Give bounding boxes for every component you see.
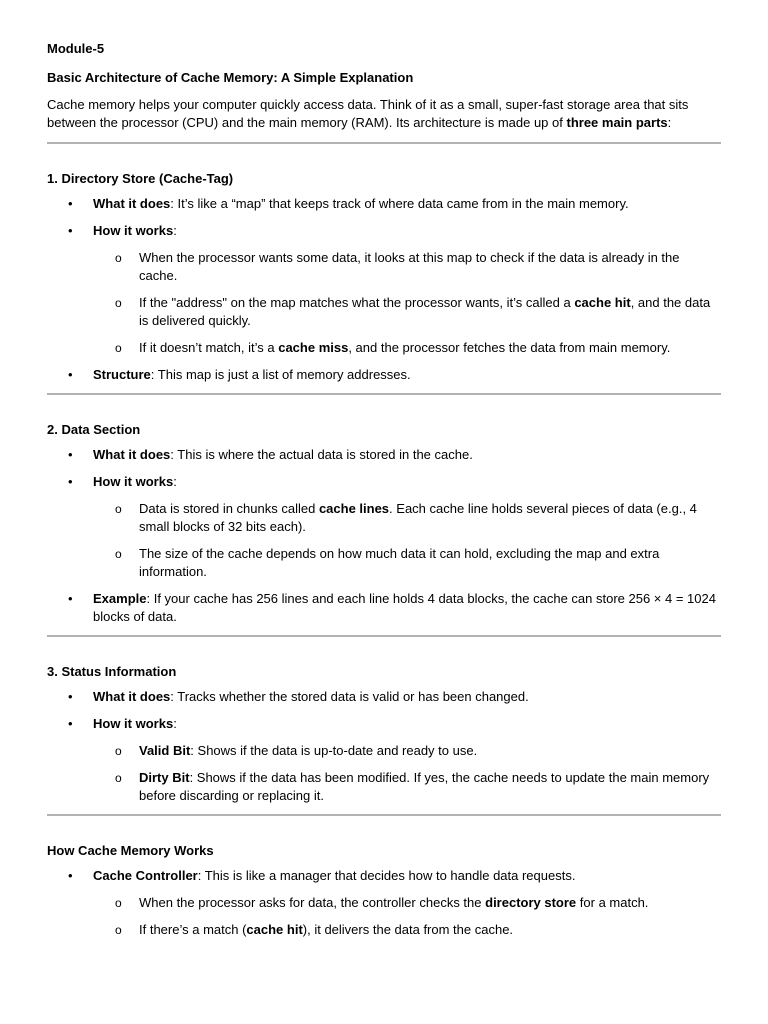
item-text: : [173, 474, 177, 489]
item-label: Cache Controller [93, 868, 198, 883]
bullet-list [47, 867, 721, 939]
item-bold: cache lines [318, 501, 390, 516]
section-data-section [47, 395, 721, 626]
list-item [47, 715, 721, 805]
item-label: How it works [93, 474, 174, 489]
sub-list-item [93, 500, 721, 536]
item-text: : Tracks whether the stored data is valid or has been changed. [170, 689, 529, 704]
item-text: : This is where the actual data is stored in the cache. [170, 447, 473, 462]
item-text: ), it delivers the data from the cache. [302, 922, 514, 937]
list-item [47, 590, 721, 626]
item-bold: directory store [485, 895, 577, 910]
section-title: How Cache Memory Works [47, 843, 214, 858]
item-bold: cache hit [574, 295, 631, 310]
section-how-cache-works [47, 816, 721, 939]
item-label: How it works [93, 223, 174, 238]
sub-list [93, 894, 721, 939]
document-title: Basic Architecture of Cache Memory: A Simple Explanation [47, 70, 414, 85]
item-text: When the processor wants some data, it looks at this map to check if the data is already in the cache. [139, 250, 680, 283]
item-text: : Shows if the data has been modified. If yes, the cache needs to update the main memory before discarding or replacing it. [139, 770, 710, 803]
sub-list-item [93, 894, 721, 912]
item-label: What it does [93, 447, 171, 462]
item-bold: cache miss [278, 340, 349, 355]
item-text: , and the processor fetches the data from main memory. [348, 340, 671, 355]
item-text: : If your cache has 256 lines and each line holds 4 data blocks, the cache can store 256 × 4 = 1024 blocks of data. [93, 591, 716, 624]
item-text: If the "address" on the map matches what the processor wants, it’s called a [139, 295, 575, 310]
item-text: If there’s a match ( [139, 922, 247, 937]
section-title: 3. Status Information [47, 664, 177, 679]
sub-list-item [93, 742, 721, 760]
sub-list [93, 249, 721, 357]
item-text: : It’s like a “map” that keeps track of where data came from in the main memory. [170, 196, 629, 211]
list-item [47, 446, 721, 464]
item-label: What it does [93, 689, 171, 704]
item-bold: cache hit [246, 922, 303, 937]
item-text: Data is stored in chunks called [139, 501, 319, 516]
item-text: : This map is just a list of memory addresses. [150, 367, 411, 382]
sub-list-item [93, 339, 721, 357]
item-label: What it does [93, 196, 171, 211]
item-text: The size of the cache depends on how much data it can hold, excluding the map and extra information. [139, 546, 660, 579]
item-label: Example [93, 591, 147, 606]
item-label: How it works [93, 716, 174, 731]
module-label: Module-5 [47, 41, 105, 56]
sub-list-item [93, 249, 721, 285]
intro-end: : [667, 115, 672, 130]
item-text: : [173, 716, 177, 731]
item-text: If it doesn’t match, it’s a [139, 340, 279, 355]
sub-list-item [93, 769, 721, 805]
list-item [47, 366, 721, 384]
item-text: for a match. [576, 895, 649, 910]
intro-paragraph [47, 96, 721, 132]
item-text: When the processor asks for data, the controller checks the [139, 895, 486, 910]
sub-list [93, 500, 721, 581]
item-text: : This is like a manager that decides how to handle data requests. [197, 868, 576, 883]
list-item [47, 195, 721, 213]
item-text: . Each cache line holds several pieces of data (e.g., 4 small blocks of 32 bits each). [139, 501, 697, 534]
intro-bold: three main parts [566, 115, 668, 130]
bullet-list [47, 195, 721, 384]
intro-text: Cache memory helps your computer quickly access data. Think of it as a small, super-fast storage area that sits between the processor (CPU) and the main memory (RAM). Its architecture is made up of [47, 97, 689, 130]
item-text: : [173, 223, 177, 238]
section-directory-store [47, 144, 721, 384]
item-bold: Dirty Bit [139, 770, 190, 785]
item-bold: Valid Bit [139, 743, 191, 758]
section-status-information [47, 637, 721, 805]
sub-list-item [93, 921, 721, 939]
sub-list-item [93, 294, 721, 330]
sub-list-item [93, 545, 721, 581]
section-title: 1. Directory Store (Cache-Tag) [47, 171, 234, 186]
list-item [47, 867, 721, 939]
document-page [47, 40, 721, 948]
sub-list [93, 742, 721, 805]
bullet-list [47, 688, 721, 805]
list-item [47, 222, 721, 357]
item-label: Structure [93, 367, 151, 382]
item-text: : Shows if the data is up-to-date and ready to use. [190, 743, 478, 758]
item-text: , and the data is delivered quickly. [139, 295, 711, 328]
list-item [47, 688, 721, 706]
list-item [47, 473, 721, 581]
section-title: 2. Data Section [47, 422, 141, 437]
bullet-list [47, 446, 721, 626]
